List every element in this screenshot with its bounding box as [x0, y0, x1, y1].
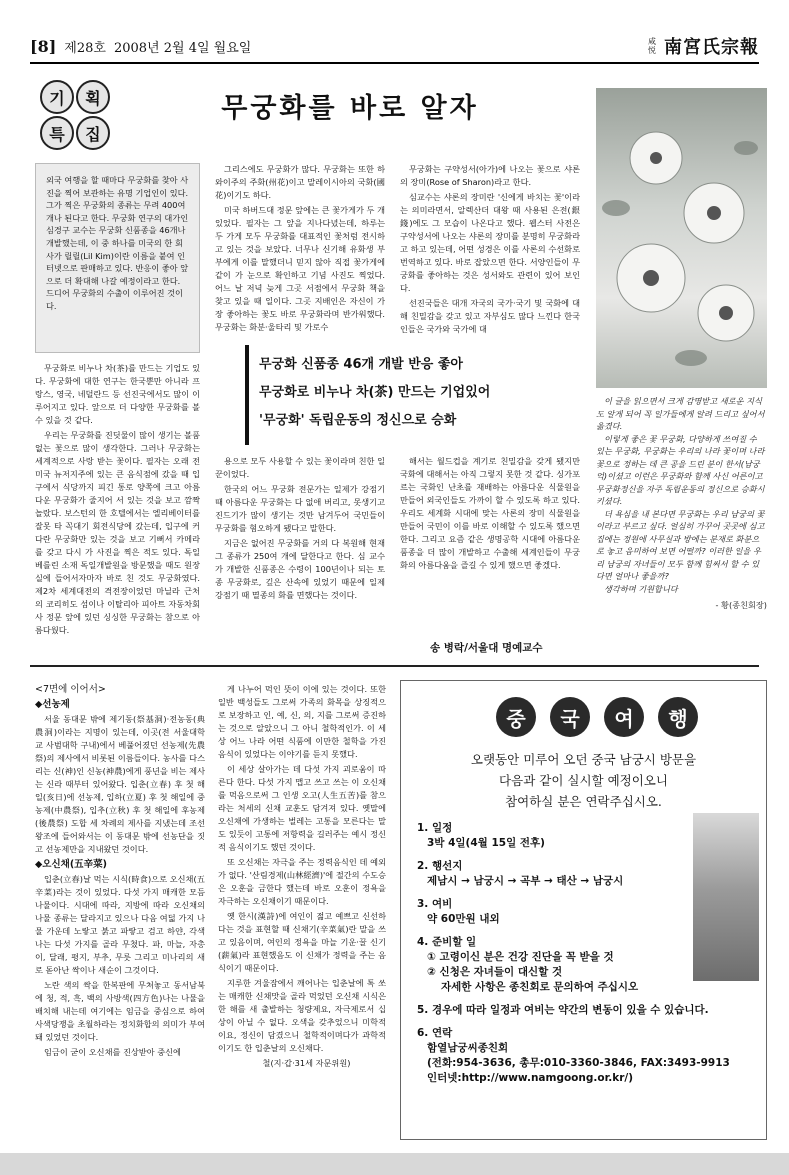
- trip-intro-line: 오랫동안 미루어 오던 중국 남궁시 방문을: [470, 752, 697, 767]
- seal-mark: 咸悦: [648, 37, 656, 55]
- pullquote: [245, 345, 575, 445]
- issue-date: 2008년 2월 4일 월요일: [113, 40, 252, 56]
- signature: - 황(종친회장): [715, 600, 767, 610]
- article-column-3-bottom: [400, 455, 580, 635]
- trip-intro-line: 다음과 같이 실시할 예정이오니: [499, 773, 668, 788]
- paragraph: 생각하며 기원합니다: [604, 583, 678, 594]
- trip-intro-line: 참여하실 분은 연락주십시오.: [505, 794, 662, 809]
- paragraph: 지루한 겨울잠에서 깨어나는 입춘날에 톡 쏘는 매캐한 신채맛을 골라 먹었던 오신채 시식은 한 해를 새 출발하는 청량제요, 자극제로서 십상이 아닐 수 없다. 오색을 갖추었으니 미학적이요, 정신이 담겼으니 철학적이며다가 과학적이기도 한 입춘날의 오신채다.: [218, 978, 386, 1053]
- paragraph: 선진국들은 대개 자국의 국가·국기 및 국화에 대해 친밀감을 갖고 있고 자부심도 많다 느낀다 한국인들은 국가와 국가에 대: [400, 298, 580, 334]
- editor-note: [596, 395, 767, 612]
- paragraph: 더 욕심을 내 본다면 무궁화는 우리 남궁의 꽃이라고 부르고 싶다. 얼심히 가꾸어 곳곳에 심고 집에는 정원에 사무실과 방에는 분재로 화분으로 놓고 음미하여 보면 어떨까? 이러한 일을 우리 남궁의 자녀들이 모두 함께 힘써서 할 수 있다면 얼마나 좋을까?: [596, 508, 765, 581]
- article-column-2-bottom: [215, 455, 385, 635]
- section-heading: ◆오신채(五辛菜): [35, 859, 108, 870]
- feature-badge: 특: [40, 116, 74, 150]
- paragraph: 우리는 무궁화를 진딧물이 많이 생기는 볼품없는 꽃으로 많이 생각한다. 그러나 무궁화는 세계적으로 사랑 받는 꽃이다. 필자는 오래 전 미국 뉴저지주에 있는 큰 음식점에 갔을 때 입구에서 식당까지 피긴 통로 양쪽에 크고 아름다운 무궁화가 줄지어 서 있는 것을 보고 깜짝 놀랐다. 보스턴의 한 호텔에서는 엘리베이터를 잘못 타 꼭대기 회전식당에 갔는데, 입구에 커다란 무궁화만 있는 것을 보고 기뻐서 카메라를 갖고 다시 가 사진을 찍은 적도 있다. 독일 베를린 소재 독일개발원을 방문했을 때도 원장실에 들어서자마자 바로 친 것도 무궁화였다. 제2차 세계대전의 격전장이었던 마닐라 근처의 코리히도 섬이나 이탈리아 피아트 자동차회사 정문 앞에 있던 싱싱한 무궁화는 참으로 아름다웠다.: [35, 430, 200, 635]
- article-title: 무궁화를 바로 알자: [221, 93, 479, 124]
- article-column-1: [35, 362, 200, 657]
- paragraph: 이 글을 읽으면서 크게 감명받고 새로운 지식도 알게 되어 꼭 일가들에게 알려 드리고 싶어서 옮겼다.: [596, 396, 765, 431]
- trip-item-schedule: 1. 일정 3박 4일(4월 15일 전후): [417, 822, 545, 849]
- feature-badge: 기: [40, 80, 74, 114]
- trip-item-contact: 6. 연락 함열남궁씨종친회 (전화:954-3636, 총무:010-3360-3846, FAX:3493-9913 인터넷:http://www.namgoong.or.kr/): [417, 1027, 730, 1084]
- paragraph: 지금은 없어진 무궁화를 거의 다 복원해 현재 그 종류가 250여 개에 달한다고 한다. 심 교수가 개발한 신품종은 수령이 100년이나 되는 토종 무궁화로, 깊은 산속에 있었기 때문에 일제 강점기 때 멸종의 화를 면했다는 것이다.: [215, 538, 385, 600]
- bottom-column-1: [35, 683, 205, 1138]
- paragraph: 노란 색의 싹을 한복판에 무쳐놓고 동서남북에 청, 적, 흑, 백의 사방색(四方色)나는 나물을 배치해 내는데 여기에는 임금을 중심으로 하여 사색당쟁을 초월하라는 정치화합의 의미가 부여돼 있었던 것이다.: [35, 980, 205, 1042]
- issue-info: [30, 37, 251, 56]
- paragraph: 철(지·갑·31세 자문위원): [262, 1058, 351, 1068]
- paragraph: 무궁화는 구약성서(아가)에 나오는 꽃으로 샤론의 장미(Rose of Sharon)라고 한다.: [400, 164, 580, 187]
- pullquote-line: 무궁화 신품종 46개 개발 반응 좋아: [259, 357, 463, 372]
- trip-banner: [496, 697, 698, 737]
- feature-badge: 집: [76, 116, 110, 150]
- paragraph: 임금이 굳이 오신채를 진상받아 중신에: [44, 1047, 181, 1057]
- article-column-3-top: [400, 163, 580, 341]
- masthead-group: [646, 33, 759, 59]
- hibiscus-photo: [596, 88, 767, 388]
- paragraph: 게 나누어 먹인 뜻이 이에 있는 것이다. 또한 일반 백성들도 그로써 가족의 화목을 상징적으로 보장하고 인, 예, 신, 의, 지를 그로써 증진하는 것으로 알았으니 그 아니 철학적인가. 이 세상 어느 나라 어떤 식품에 이만한 철학을 가진 음식이 있었다는 이야기를 듣지 못했다.: [218, 684, 386, 759]
- paragraph: 옛 한시(漢詩)에 여인이 젊고 예쁘고 신선하다는 것을 표현할 때 신채기(辛菜氣)란 말을 쓰고 있음이며, 여인의 정욕을 마늘 기운·꿀 신기(薪氣)라 표현했음도 이 신채가 정력을 주는 음식이기 때문이다.: [218, 911, 386, 973]
- page-footer-bar: [0, 1153, 789, 1175]
- trip-details: [417, 821, 762, 1094]
- section-divider: [30, 665, 759, 667]
- hibiscus-flower-icon: [596, 88, 767, 388]
- paragraph: 입춘(立春)날 먹는 시식(時食)으로 오신채(五辛菜)라는 것이 있었다. 다섯 가지 매캐한 모듬나물이다. 시대에 따라, 지방에 따라 오신채의 나물 종류는 달라지고 있으나 다음 여덟 가지 나물 가운데 노랗고 붉고 파랗고 검고 하얀, 각색 나는 다섯 가지를 골라 무쳤다. 파, 마늘, 자총이, 달래, 평지, 부추, 무릇 그리고 미나리의 새로 돋아난 싹이나 새순이 그것이다.: [35, 874, 205, 975]
- feature-badge: 획: [76, 80, 110, 114]
- banner-char: 국: [550, 697, 590, 737]
- section-heading: ◆선농제: [35, 699, 70, 710]
- pullquote-line: '무궁화' 독립운동의 정신으로 승화: [259, 413, 457, 428]
- paragraph: 무궁화로 비누나 차(茶)를 만드는 기업도 있다. 무궁화에 대한 연구는 한국뿐만 아니라 프랑스, 영국, 네덜란드 등 선진국에서도 많이 이루어지고 있다. 앞으로 더 다양한 무궁화를 볼 수 있을 것 같다.: [35, 363, 200, 425]
- issue-number: 제28호: [64, 40, 106, 56]
- masthead: 南宮氏宗報: [664, 37, 759, 58]
- trip-item-notice: 5. 경우에 따라 일정과 여비는 약간의 변동이 있을 수 있습니다.: [417, 1004, 709, 1016]
- paragraph: 이렇게 좋은 꽃 무궁화, 다양하게 쓰여질 수 있는 무궁화, 무궁화는 우리의 나라 꽃이며 나라꽃으로 정하는 데 큰 공을 드린 분이 한서(남궁 억)이셨고 이런은 무궁화와 함께 사신 어른이고 무궁화정신을 자주 독립운동의 정신으로 승화시키셨다.: [596, 433, 765, 506]
- bottom-column-2: [218, 683, 386, 1138]
- banner-char: 여: [604, 697, 644, 737]
- page-number: [8]: [30, 36, 57, 56]
- page-header: [30, 30, 759, 64]
- continued-note: <7면에 이어서>: [35, 684, 106, 695]
- paragraph: 한국의 어느 무궁화 전문가는 일제가 강점기 때 아름다운 무궁화는 다 없애 버리고, 못생기고 진드기가 많이 생기는 것만 남겨두어 국민들이 무궁화를 혐오하게 됐다고 말한다.: [215, 484, 385, 533]
- trip-intro: [421, 749, 746, 812]
- paragraph: 미국 하버드대 정문 앞에는 큰 꽃가게가 두 개 있었다. 필자는 그 앞을 지나다녔는데, 하루는 두 가게 모두 무궁화를 대표적인 꽃처럼 전시하고 있는 것을 보았다. 너무나 신기해 유화생 부부에게 이를 말했더니 믿지 않아 직접 꽃가게에 같이 가 눈으로 확인하고 기념 사진도 찍었다. 어느 날 저녁 늦게 그곳 서점에서 무궁화 책을 찾고 있을 때 일이다. 그곳 지배인은 자신이 가장 좋아하는 꽃도 바로 무궁화라며 반가워했다. 무궁화는 화분·울타리 및 가로수: [215, 205, 385, 332]
- paragraph: 해서는 월드컵을 계기로 친밀감을 갖게 됐지만 국화에 대해서는 아직 그렇지 못한 것 같다. 싱가포르는 국화인 난초를 재배하는 아름다운 식물원을 만들어 외국인들도 가까이 할 수 있도록 하고 있다. 우리도 세계화 시대에 맞는 사론의 장미 식물원을 만들어 국민이 이를 바로 이해할 수 있도록 했으면 한다. 그리고 요즘 같은 생명공학 시대에 아름다운 품종을 더 많이 개발하고 수출해 세계인들이 무궁화의 아름다움을 즐길 수 있게 했으면 좋겠다.: [400, 456, 580, 570]
- intro-box: 외국 여행을 할 때마다 무궁화를 찾아 사진을 찍어 보관하는 유명 기업인이 있다. 그가 찍은 무궁화의 종류는 무려 400여 개나 된다고 한다. 무궁화 연구의 대가인 심경구 교수는 무궁화 신품종을 46개나 개발했는데, 이 중 하나를 미국의 한 회사가 릴릴(Lil Kim)이란 이름을 붙여 인터넷으로 판매하고 있다. 반응이 좋아 앞으로 더 확대해 나갈 예정이라고 한다. 드디어 무궁화의 수출이 이루어진 것이다.: [35, 163, 200, 353]
- pullquote-line: 무궁화로 비누나 차(茶) 만드는 기업있어: [259, 385, 491, 400]
- paragraph: 심교수는 샤론의 장미란 '신에게 바치는 꽃'이라는 의미라면서, 알렉산더 대왕 때 사용된 은전(銀錢)에도 그 모습이 나온다고 했다. 웹스터 사전은 구약성서에 나오는 샤론의 장미를 분명히 무궁화라고 하고 있는데, 어떤 성경은 이를 사론의 수선화로 번역하고 있다. 바로 잡았으면 한다. 서양인들이 무궁화를 좋아하는 것은 성서와도 관련이 있어 보인다.: [400, 192, 580, 293]
- paragraph: 또 오신채는 자극을 주는 정력음식인 데 예외가 없다. '산림경제(山林經濟)'에 절간의 수도승은 오훈을 금한다 했는데 바로 오훈이 정욕을 자극하는 오신채이기 때문이다.: [218, 857, 386, 906]
- trip-item-cost: 3. 여비 약 60만원 내외: [417, 898, 500, 925]
- china-trip-notice: [400, 680, 767, 1140]
- article-column-2-top: [215, 163, 385, 341]
- banner-char: 중: [496, 697, 536, 737]
- paragraph: 그리스에도 무궁화가 많다. 무궁화는 또한 하와이주의 주화(州花)이고 말레이시아의 국화(國花)이기도 하다.: [215, 164, 385, 200]
- trip-item-prep: 4. 준비할 일 ① 고령이신 분은 건강 진단을 꼭 받을 것 ② 신청은 자녀들이 대신할 것 자세한 사항은 종친회로 문의하여 주십시오: [417, 936, 639, 993]
- paragraph: 용으로 모두 사용할 수 있는 꽃이라며 친한 일꾼이었다.: [215, 456, 385, 479]
- banner-char: 행: [658, 697, 698, 737]
- paragraph: 이 세상 살아가는 데 다섯 가지 괴로움이 따른다 한다. 다섯 가지 맵고 쓰고 쓰는 이 오신채를 먹음으로써 그 인생 오고(人生五苦)를 참으라는 처세의 신채 교훈도 담겨져 있다. 옛말에 오신채에 가생하는 벌레는 고통을 모른다는 말도 있듯이 고통에 저항력을 길러주는 예시 정신적 음식이기도 했던 것이다.: [218, 764, 386, 852]
- author-byline: 송 병락/서울대 명예교수: [430, 642, 543, 654]
- paragraph: 서울 동대문 밖에 제기동(祭基洞)·전농동(典農洞)이라는 지명이 있는데, 이곳(전 서울대학교 사범대학 구내)에서 베풀어졌던 선농제(先農祭)의 제사에서 비롯된 이름들이다. 농사를 다스리는 신(神)인 신농(神農)에게 풍년을 비는 제사는 신라 때부터 있어왔다. 입춘(立春) 후 첫 해일(亥日)에 선농제, 입하(立夏) 후 첫 해일에 중농제(中農祭), 입추(立秋) 후 첫 해일에 후농제(後農祭) 도합 세 차례의 제사를 지냈는데 조선왕조에 들어와서는 이 동대문 밖에 선농단을 짓고 선농제만을 지내왔던 것이다.: [35, 714, 205, 854]
- trip-item-destination: 2. 행선지 제남시 → 남궁시 → 곡부 → 태산 → 남궁시: [417, 860, 624, 887]
